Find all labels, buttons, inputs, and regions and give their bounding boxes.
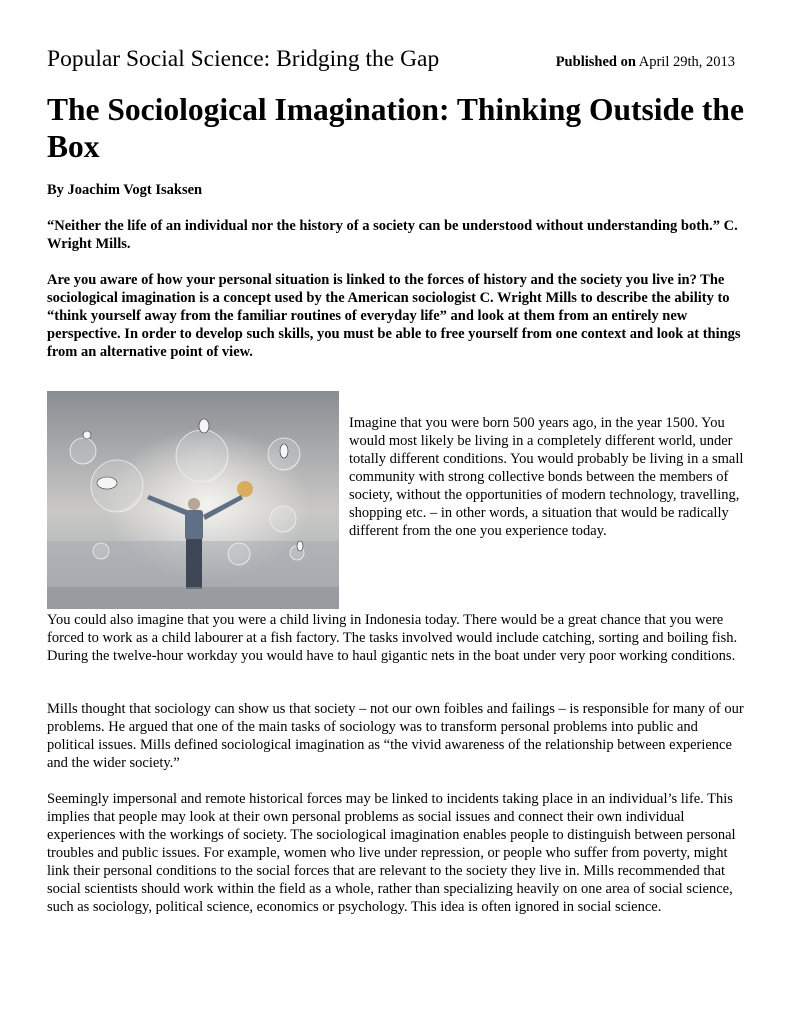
golden-ball	[237, 481, 253, 497]
page-header	[47, 46, 737, 78]
epigraph-quote: “Neither the life of an individual nor the history of a society can be understood without understanding both.” C. Wright Mills.	[47, 218, 738, 252]
article-title: The Sociological Imagination: Thinking Outside the Box	[47, 92, 744, 164]
published-label: Published on	[555, 54, 636, 70]
body-paragraph: You could also imagine that you were a child living in Indonesia today. There would be a great chance that you were forced to work as a child labourer at a fish factory. The tasks involved would include catching, sorting and boiling fish. During the twelve-hour workday you would have to haul gigantic nets in the boat under very poor working conditions.	[47, 612, 738, 664]
byline: By Joachim Vogt Isaksen	[47, 182, 203, 198]
body-paragraph: Mills thought that sociology can show us that society – not our own foibles and failings – is responsible for many of our problems. He argued that one of the main tasks of sociology was to transform personal problems into public and political issues. Mills defined sociological imagination as “the vivid awareness of the relationship between experience and the wider society.”	[47, 701, 744, 771]
body-paragraph: Seemingly impersonal and remote historical forces may be linked to incidents taking place in an individual’s life. This implies that people may look at their own personal problems as social issues and connect their own individual experiences with the workings of society. The sociological imagination enables people to distinguish between personal troubles and public issues. For example, women who live under repression, or people who suffer from poverty, might link their personal conditions to the social forces that are relevant to the society they live in. Mills recommended that social scientists should work within the field as a whole, rather than specializing heavily on one area of social science, such as sociology, political science, economics or psychology. This idea is often ignored in social science.	[47, 791, 736, 915]
published-date: April 29th, 2013	[638, 54, 735, 70]
image-side-text: Imagine that you were born 500 years ago, in the year 1500. You would most likely be living in a completely different world, under totally different conditions. You would probably be living in a small community with strong collective bonds between the members of society, without the opportunities of modern technology, travelling, shopping etc. – in other words, a situation that would be radically different from the one you experience today.	[349, 415, 744, 539]
intro-paragraph: Are you aware of how your personal situation is linked to the forces of history and the society you live in? The sociological imagination is a concept used by the American sociologist C. Wright Mills to describe the ability to “think yourself away from the familiar routines of everyday life” and look at them from an entirely new perspective. In order to develop such skills, you must be able to free yourself from one context and look at things from an alternative point of view.	[47, 272, 741, 360]
article-illustration	[47, 391, 339, 609]
site-title: Popular Social Science: Bridging the Gap	[47, 46, 440, 72]
publication-date	[556, 54, 735, 71]
